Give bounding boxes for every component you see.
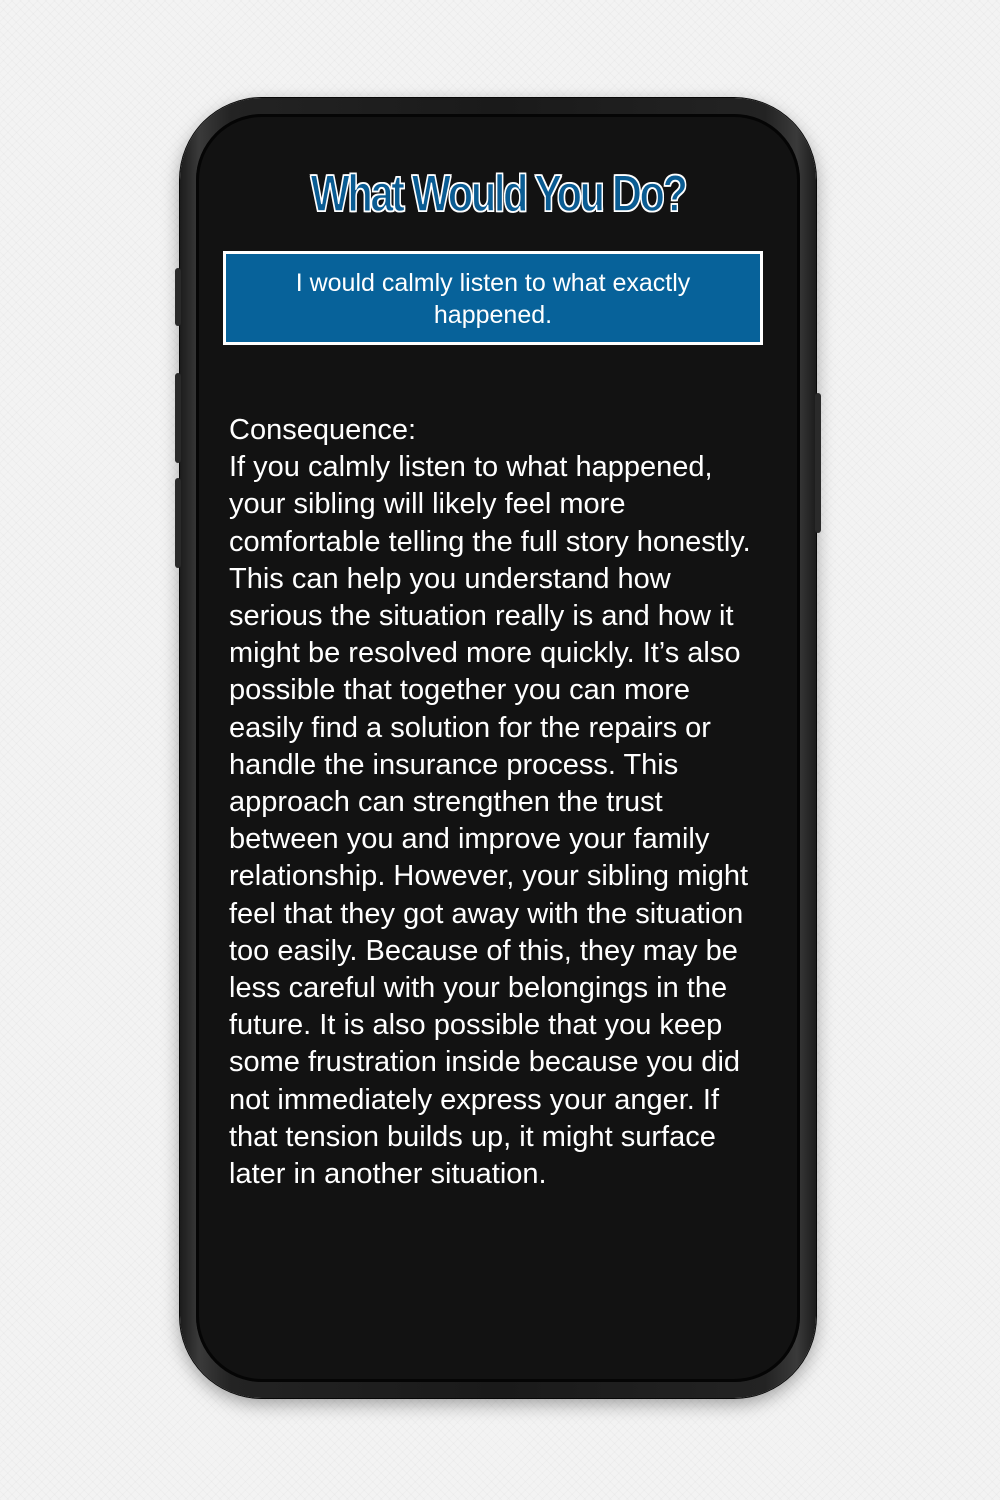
selected-choice-text: I would calmly listen to what exactly happened. bbox=[295, 269, 691, 329]
power-button bbox=[815, 393, 821, 533]
silent-switch bbox=[175, 268, 181, 326]
selected-choice-box[interactable] bbox=[223, 251, 763, 345]
consequence-body: If you calmly listen to what happened, your sibling will likely feel more comfortable telling the full story honestly. This can help you understand how serious the situation really is and how it might be resolved more quickly. It’s also possible that together you can more easily find a solution for the repairs or handle the insurance process. This approach can strengthen the trust between you and improve your family relationship. However, your sibling might feel that they got away with the situation too easily. Because of this, they may be less careful with your belongings in the future. It is also possible that you keep some frustration inside because you did not immediately express your anger. If that tension builds up, it might surface later in another situation. bbox=[229, 451, 751, 1191]
page-title: What Would You Do? bbox=[310, 165, 686, 223]
phone-screen bbox=[196, 114, 800, 1382]
consequence-section bbox=[229, 412, 769, 1193]
volume-down-button bbox=[175, 478, 181, 568]
phone-frame bbox=[180, 98, 816, 1398]
consequence-heading: Consequence: bbox=[229, 414, 417, 446]
volume-up-button bbox=[175, 373, 181, 463]
